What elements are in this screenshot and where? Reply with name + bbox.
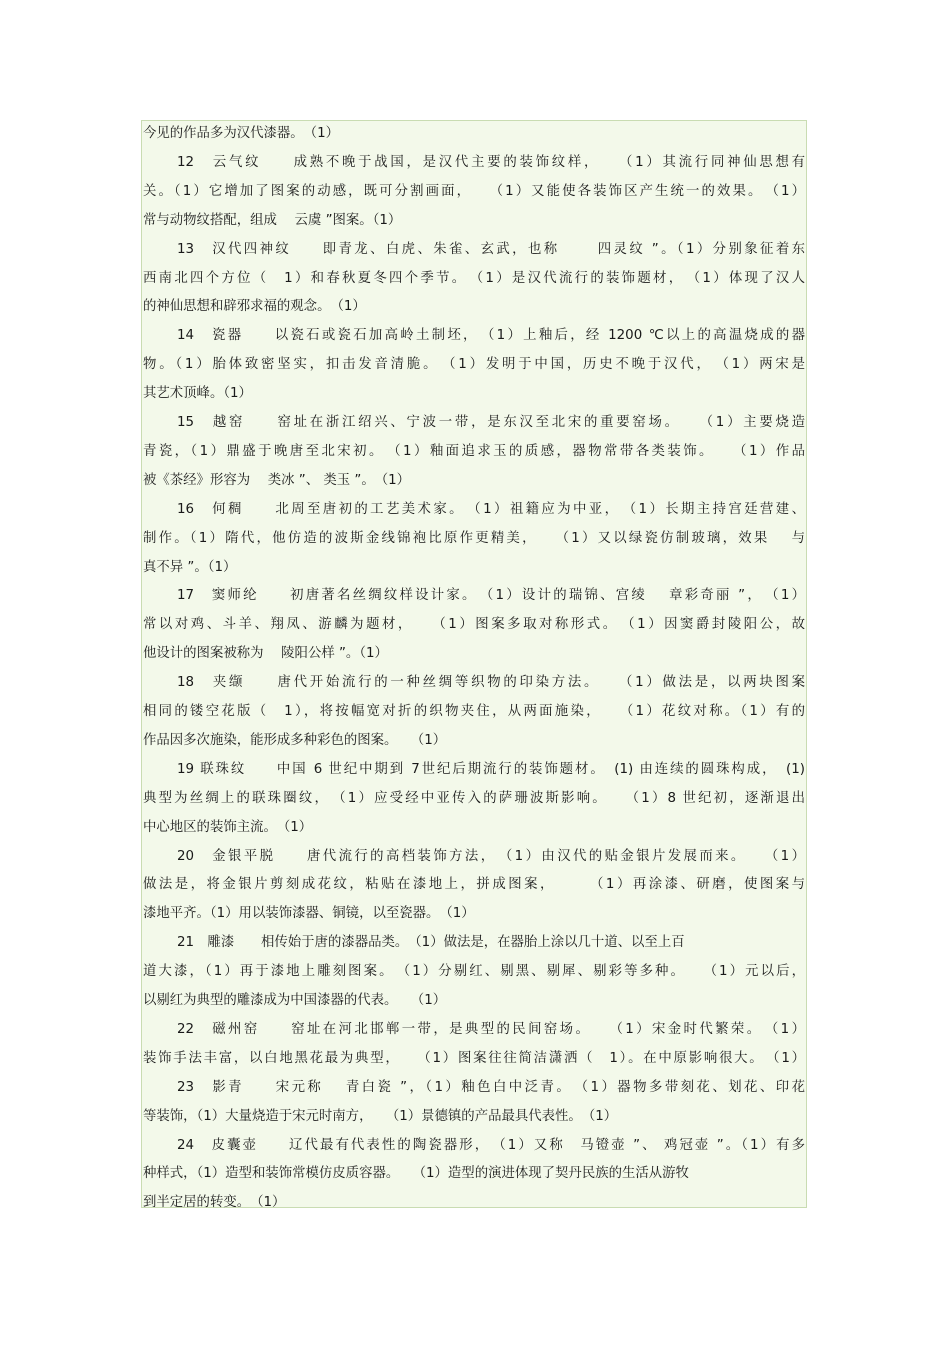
text-line: 西南北四个方位（ 1）和春秋夏冬四个季节。 （1）是汉代流行的装饰题材， （1）体现了汉人	[143, 270, 805, 286]
text-line: 作品因多次施染，能形成多种彩色的图案。 （1）	[143, 732, 447, 748]
text-line: 12 云气纹 成熟不晚于战国，是汉代主要的装饰纹样， （1）其流行同神仙思想有	[177, 154, 805, 170]
text-line: 13 汉代四神纹 即青龙、白虎、朱雀、玄武，也称 四灵纹 ”。（1）分别象征着东	[177, 241, 805, 257]
text-line: 22 磁州窑 窑址在河北邯郸一带，是典型的民间窑场。 （1）宋金时代繁荣。 （1）	[177, 1021, 805, 1037]
text-line: 15 越窑 窑址在浙江绍兴、宁波一带，是东汉至北宋的重要窑场。 （1）主要烧造	[177, 415, 805, 430]
text-line: 制作。（1）隋代，他仿造的波斯金线锦袍比原作更精美， （1）又以绿瓷仿制玻璃，效果 与	[143, 530, 805, 546]
text-line: 16 何稠 北周至唐初的工艺美术家。 （1）祖籍应为中亚， （1）长期主持宫廷营建、	[177, 501, 805, 517]
text-line: 的神仙思想和辟邪求福的观念。 （1）	[143, 299, 366, 315]
text-line: 做法是，将金银片剪刻成花纹，粘贴在漆地上，拼成图案， （1）再涂漆、研磨，使图案与	[143, 877, 805, 893]
text-line: 14 瓷器 以瓷石或瓷石加高岭土制坯， （1）上釉后，经 1200 ℃以上的高温烧成的器	[177, 328, 805, 344]
text-line: 今见的作品多为汉代漆器。 （1）	[143, 126, 339, 141]
text-line: 17 窦师纶 初唐著名丝绸纹样设计家。 （1）设计的瑞锦、宫绫 章彩奇丽 ”， （1）	[177, 588, 805, 604]
text-line: 相同的镂空花版（ 1），将按幅宽对折的织物夹住，从两面施染， （1）花纹对称。（1）有的	[143, 704, 805, 719]
text-line: 关。（1）它增加了图案的动感，既可分割画面， （1）又能使各装饰区产生统一的效果。 （1）	[143, 183, 805, 199]
text-line: 以剔红为典型的雕漆成为中国漆器的代表。 （1）	[143, 993, 447, 1008]
text-line: 24 皮囊壶 辽代最有代表性的陶瓷器形， （1）又称 马镫壶 ”、 鸡冠壶 ”。（1）有多	[177, 1137, 805, 1153]
text-line: 常与动物纹搭配，组成 云虞 ”图案。（1）	[143, 212, 402, 228]
text-line: 21 雕漆 相传始于唐的漆器品类。 （1）做法是，在器胎上涂以几十道、以至上百	[177, 935, 685, 951]
text-line: 典型为丝绸上的联珠圈纹， （1）应受经中亚传入的萨珊波斯影响。 （1）8 世纪初，逐渐退出	[143, 790, 805, 806]
text-line: 装饰手法丰富，以白地黑花最为典型， （1）图案往往简洁潇洒（ 1）。在中原影响很大。 （1）	[143, 1050, 805, 1066]
text-line: 他设计的图案被称为 陵阳公样 ”。（1）	[143, 646, 388, 662]
text-line: 真不异 ”。（1）	[143, 559, 237, 575]
text-line: 物。（1）胎体致密坚实，扣击发音清脆。 （1）发明于中国，历史不晚于汉代， （1）两宋是	[143, 357, 805, 373]
text-line: 到半定居的转变。 （1）	[143, 1195, 286, 1211]
text-line: 20 金银平脱 唐代流行的高档装饰方法， （1）由汉代的贴金银片发展而来。 （1）	[177, 848, 805, 864]
text-line: 被《茶经》形容为 类冰 ”、 类玉 ”。 （1）	[143, 472, 411, 488]
text-line: 种样式，（1）造型和装饰常模仿皮质容器。 （1）造型的演进体现了契丹民族的生活从游牧	[143, 1166, 689, 1182]
text-line: 等装饰，（1）大量烧造于宋元时南方， （1）景德镇的产品最具代表性。 （1）	[143, 1108, 618, 1124]
text-line: 中心地区的装饰主流。 （1）	[143, 819, 313, 835]
text-line: 漆地平齐。（1）用以装饰漆器、铜镜，以至瓷器。 （1）	[143, 906, 475, 922]
text-line: 23 影青 宋元称 青白瓷 ”，（1）釉色白中泛青。 （1）器物多带刻花、划花、印花	[177, 1079, 805, 1095]
text-line: 19 联珠纹 中国 6 世纪中期到 7世纪后期流行的装饰题材。 (1) 由连续的圆珠构成， (1)	[177, 761, 805, 777]
text-line: 其艺术顶峰。（1）	[143, 386, 252, 402]
text-line: 青瓷，（1）鼎盛于晚唐至北宋初。 （1）釉面追求玉的质感，器物常带各类装饰。 （1）作品	[143, 443, 805, 459]
text-line: 18 夹缬 唐代开始流行的一种丝绸等织物的印染方法。 （1）做法是，以两块图案	[177, 675, 805, 691]
text-line: 常以对鸡、斗羊、翔凤、游麟为题材， （1）图案多取对称形式。 （1）因窦爵封陵阳公，故	[143, 617, 805, 633]
text-line: 道大漆，（1）再于漆地上雕刻图案。 （1）分剔红、剔黑、剔犀、剔彩等多种。 （1）元以后，	[143, 964, 805, 980]
